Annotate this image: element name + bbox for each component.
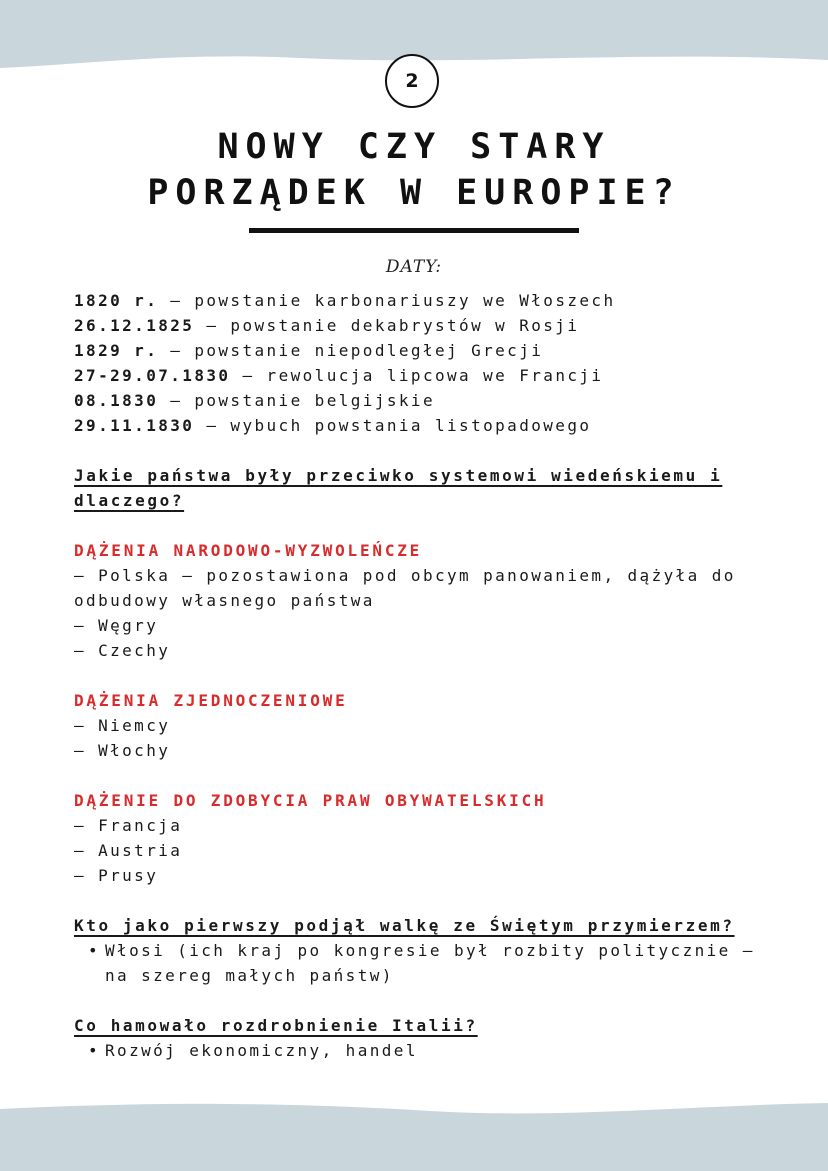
list-item: – Włochy <box>74 741 171 760</box>
title-line-2: PORZĄDEK W EUROPIE? <box>147 173 681 213</box>
list-item: – Prusy <box>74 866 159 885</box>
list-item: – Francja <box>74 816 183 835</box>
question-opposition-to-vienna-system: Jakie państwa były przeciwko systemowi wiedeńskiemu i dlaczego? <box>74 466 723 510</box>
question-italy-fragmentation: Co hamowało rozdrobnienie Italii? <box>74 1016 478 1035</box>
bullet-item <box>74 1038 764 1063</box>
list-item: – Węgry <box>74 616 159 635</box>
dates-list <box>74 288 764 438</box>
list-item: – Polska – pozostawiona pod obcym panowaniem, dążyła do odbudowy własnego państwa <box>74 566 736 610</box>
list-item: – Niemcy <box>74 716 171 735</box>
date-row <box>74 338 764 363</box>
bullet-icon: • <box>88 941 101 960</box>
date-row <box>74 288 764 313</box>
date-event: – wybuch powstania listopadowego <box>194 416 592 435</box>
date-row <box>74 388 764 413</box>
date-value: 29.11.1830 <box>74 416 195 435</box>
section-heading-civil-rights: DĄŻENIE DO ZDOBYCIA PRAW OBYWATELSKICH <box>74 791 547 810</box>
dates-heading: DATY: <box>385 257 443 277</box>
title-line-1: NOWY CZY STARY <box>217 127 611 167</box>
bottom-decorative-band <box>0 1099 828 1171</box>
answer-text: Włosi (ich kraj po kongresie był rozbity politycznie – na szereg małych państw) <box>105 941 755 985</box>
bullet-item <box>74 938 764 988</box>
date-row <box>74 413 764 438</box>
date-row <box>74 363 764 388</box>
title-underline-divider <box>249 228 579 233</box>
section-heading-unification: DĄŻENIA ZJEDNOCZENIOWE <box>74 691 348 710</box>
date-event: – powstanie karbonariuszy we Włoszech <box>158 291 616 310</box>
date-event: – powstanie belgijskie <box>158 391 435 410</box>
page-title <box>0 124 828 216</box>
answer-text: Rozwój ekonomiczny, handel <box>105 1041 418 1060</box>
date-value: 27-29.07.1830 <box>74 366 231 385</box>
date-event: – rewolucja lipcowa we Francji <box>230 366 604 385</box>
date-event: – powstanie dekabrystów w Rosji <box>194 316 580 335</box>
page-number-badge: 2 <box>385 54 439 108</box>
date-value: 1829 r. <box>74 341 159 360</box>
list-item: – Czechy <box>74 641 171 660</box>
question-holy-alliance: Kto jako pierwszy podjął walkę ze Świętym przymierzem? <box>74 916 735 935</box>
section-heading-national-liberation: DĄŻENIA NARODOWO-WYZWOLEŃCZE <box>74 541 423 560</box>
date-row <box>74 313 764 338</box>
list-item: – Austria <box>74 841 183 860</box>
date-value: 1820 r. <box>74 291 159 310</box>
notes-content <box>74 288 764 1063</box>
date-event: – powstanie niepodległej Grecji <box>158 341 544 360</box>
bullet-icon: • <box>88 1041 101 1060</box>
date-value: 08.1830 <box>74 391 159 410</box>
date-value: 26.12.1825 <box>74 316 195 335</box>
